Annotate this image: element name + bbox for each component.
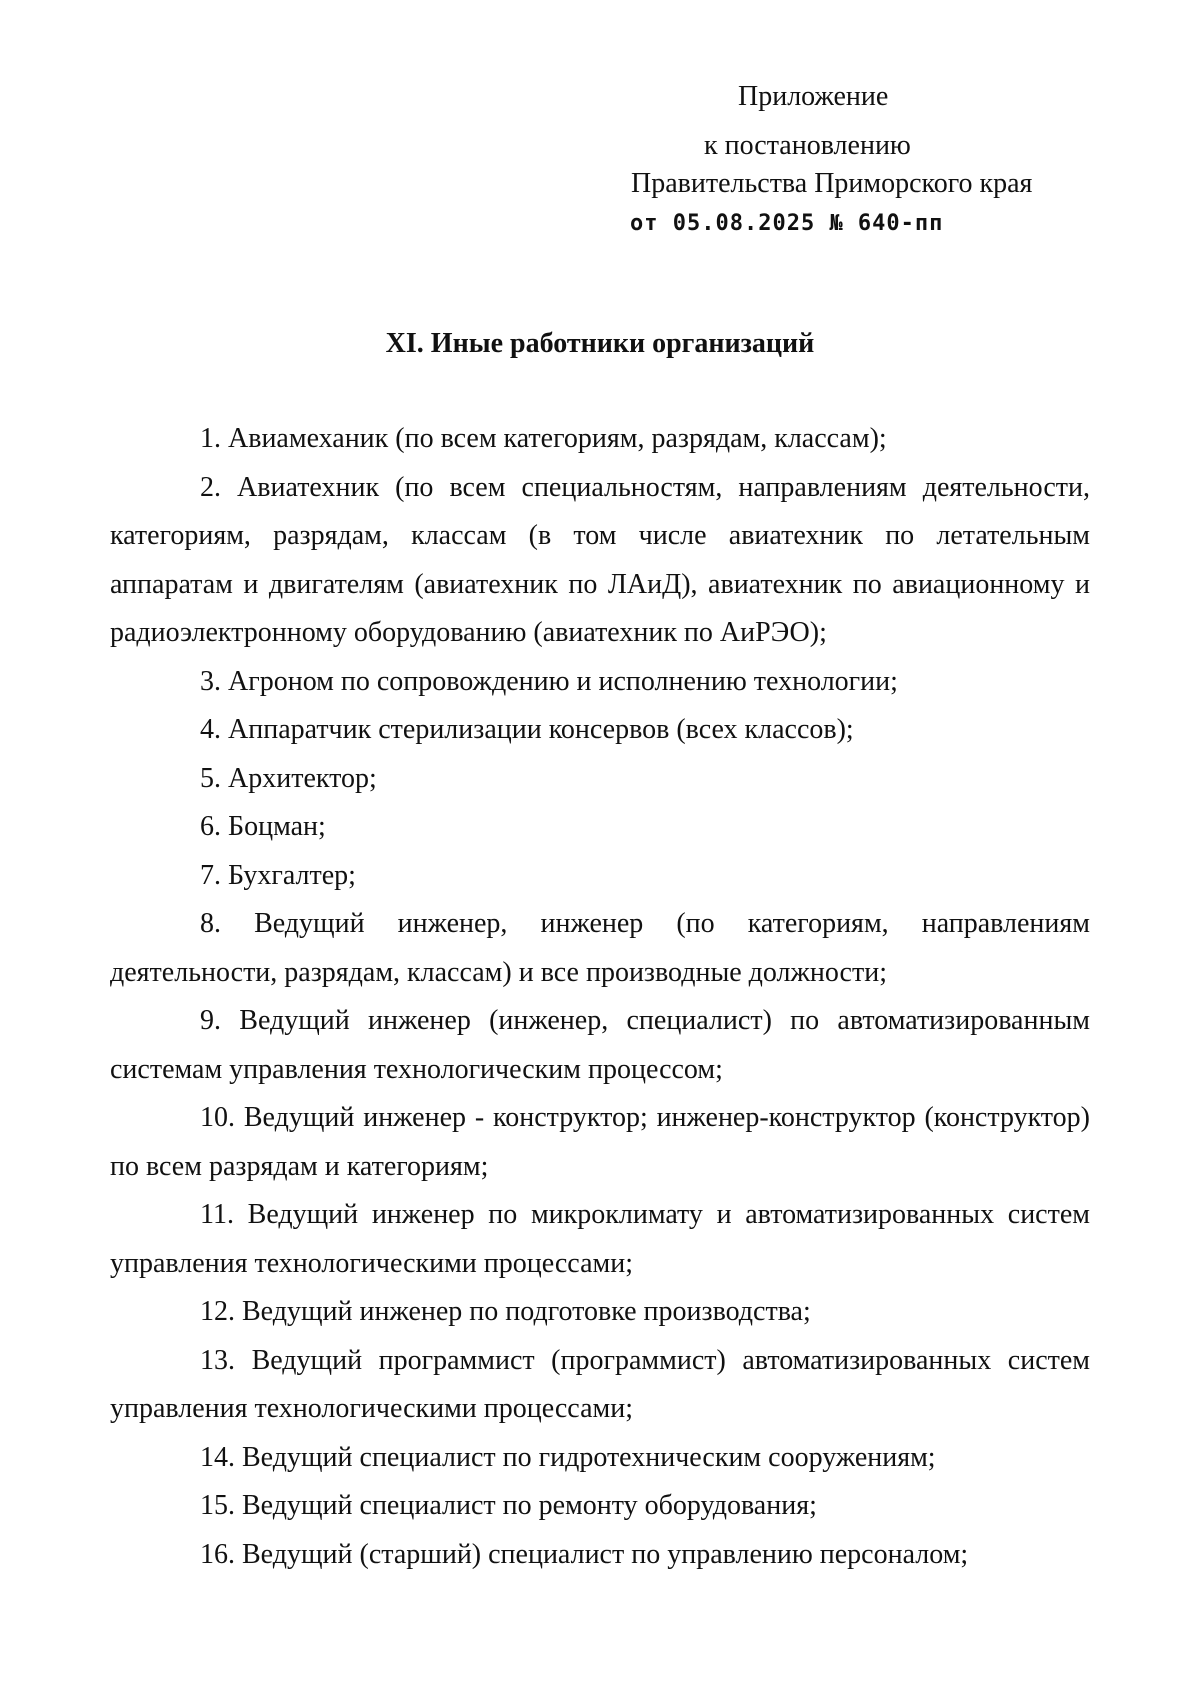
list-item: 10. Ведущий инженер - конструктор; инженер-конструктор (конструктор) по всем разрядам и категориям; (110, 1102, 1090, 1182)
section-title: XI. Иные работники организаций (385, 328, 815, 359)
list-item: 12. Ведущий инженер по подготовке производства; (200, 1296, 811, 1327)
list-item: 2. Авиатехник (по всем специальностям, направлениям деятельности, категориям, разрядам, классам (в том числе авиатехник по летательным аппаратам и двигателям (авиатехник по ЛАиД), авиатехник по авиационному и радиоэлектронному оборудованию (авиатехник по АиРЭО); (110, 471, 1090, 648)
list-item: 16. Ведущий (старший) специалист по управлению персоналом; (200, 1538, 969, 1570)
appendix-resolution-line: к постановлению (704, 130, 911, 161)
registration-stamp: от 05.08.2025 № 640-пп (630, 211, 944, 236)
list-item: 11. Ведущий инженер по микроклимату и автоматизированных систем управления технологическими процессами; (110, 1199, 1090, 1279)
list-item: 1. Авиамеханик (по всем категориям, разрядам, классам); (200, 423, 887, 454)
list-item: 15. Ведущий специалист по ремонту оборудования; (200, 1490, 817, 1521)
list-item: 3. Агроном по сопровождению и исполнению технологии; (200, 665, 898, 697)
list-item: 5. Архитектор; (200, 762, 377, 794)
appendix-header (620, 78, 1080, 243)
list-item: 8. Ведущий инженер, инженер (по категориям, направлениям деятельности, разрядам, классам) и все производные должности; (110, 908, 1090, 988)
list-item: 7. Бухгалтер; (200, 859, 356, 891)
list-item: 4. Аппаратчик стерилизации консервов (всех классов); (200, 714, 854, 745)
list-item: 14. Ведущий специалист по гидротехническим сооружениям; (200, 1441, 936, 1473)
list-item: 13. Ведущий программист (программист) автоматизированных систем управления технологическими процессами; (110, 1344, 1090, 1424)
list-item: 9. Ведущий инженер (инженер, специалист) по автоматизированным системам управления технологическим процессом; (110, 1005, 1090, 1085)
occupation-list (110, 415, 1090, 1579)
list-item: 6. Боцман; (200, 811, 326, 842)
appendix-government-line: Правительства Приморского края (631, 168, 1033, 199)
appendix-title: Приложение (738, 81, 889, 112)
